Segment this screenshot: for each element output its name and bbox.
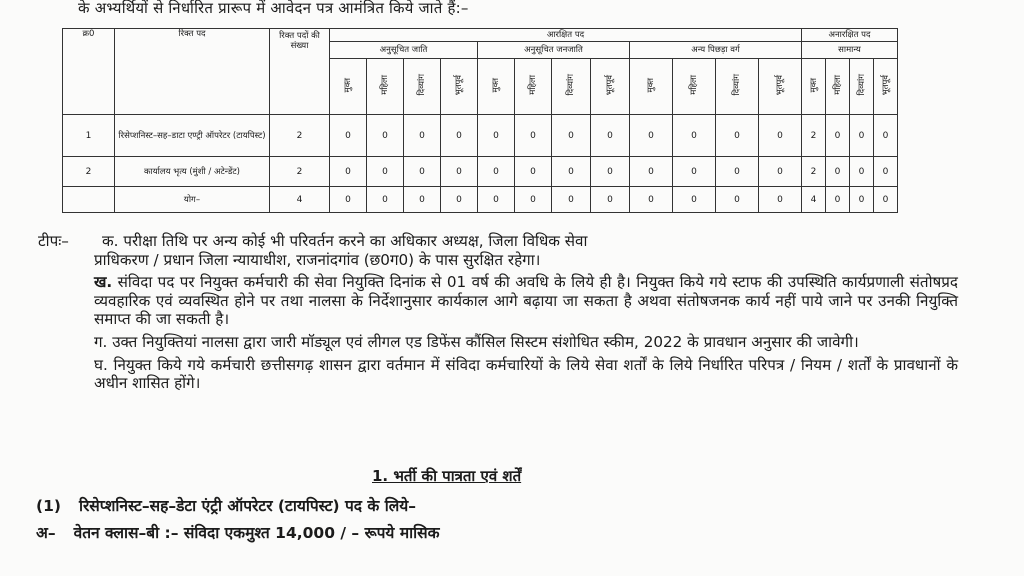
row-value: 0: [515, 115, 552, 157]
row-value: 0: [404, 157, 441, 187]
header-count: रिक्त पदों की संख्या: [270, 29, 330, 115]
sub-women: महिला: [832, 75, 843, 95]
row-value: 0: [630, 187, 673, 213]
sub-ex: भूतपूर्व: [775, 74, 785, 96]
row-value: 0: [826, 115, 850, 157]
table-row: [63, 157, 898, 187]
row-value: 0: [630, 115, 673, 157]
row-value: 0: [515, 157, 552, 187]
sub-disabled: दिव्यांग: [566, 74, 576, 96]
row-value: 0: [552, 187, 591, 213]
notes-section: [38, 232, 958, 393]
pay-scale-line: [36, 521, 440, 543]
row-value: 0: [716, 187, 759, 213]
header-reserved: आरक्षित पद: [330, 29, 802, 42]
row-value: 0: [515, 187, 552, 213]
row-value: 0: [826, 157, 850, 187]
sub-ex: भूतपूर्व: [880, 74, 891, 96]
note-b: [38, 273, 958, 329]
sub-free: मुक्त: [343, 77, 353, 93]
item-1-number: (1): [36, 497, 61, 515]
row-value: 0: [850, 115, 874, 157]
row-value: 0: [716, 115, 759, 157]
header-unreserved: अनारक्षित पद: [802, 29, 898, 42]
row-value: 0: [759, 187, 802, 213]
row-value: 0: [673, 115, 716, 157]
row-value: 0: [441, 157, 478, 187]
row-count: 4: [270, 187, 330, 213]
row-value: 0: [673, 187, 716, 213]
row-post: कार्यालय भृत्य (मुंशी / अटेन्डेंट): [115, 157, 270, 187]
pay-scale-label: अ–: [36, 524, 56, 542]
row-value: 0: [478, 157, 515, 187]
row-value: 0: [441, 187, 478, 213]
vacancy-table: [62, 28, 898, 213]
note-a-line2: प्राधिकरण / प्रधान जिला न्यायाधीश, राजनांदगांव (छ0ग0) के पास सुरक्षित रहेगा।: [94, 250, 541, 269]
row-value: 0: [673, 157, 716, 187]
row-value: 0: [874, 157, 898, 187]
row-value: 0: [591, 115, 630, 157]
row-value: 0: [478, 115, 515, 157]
note-b-label: ख.: [94, 273, 113, 292]
row-value: 0: [591, 187, 630, 213]
sub-ex: भूतपूर्व: [454, 74, 464, 96]
row-value: 0: [874, 115, 898, 157]
sub-disabled: दिव्यांग: [732, 74, 742, 96]
row-value: 2: [802, 115, 826, 157]
row-value: 0: [850, 157, 874, 187]
sub-free: मुक्त: [808, 77, 819, 93]
table-row: [63, 187, 898, 213]
header-sno: क्र0: [63, 29, 115, 115]
sub-disabled: दिव्यांग: [856, 74, 867, 96]
row-value: 0: [630, 157, 673, 187]
row-value: 0: [552, 115, 591, 157]
header-general: सामान्य: [802, 42, 898, 59]
table-row: [63, 115, 898, 157]
row-value: 0: [404, 115, 441, 157]
row-value: 0: [367, 157, 404, 187]
row-value: 4: [802, 187, 826, 213]
sub-women: महिला: [528, 75, 538, 95]
row-value: 0: [874, 187, 898, 213]
sub-women: महिला: [380, 75, 390, 95]
note-c: ग. उक्त नियुक्तियां नालसा द्वारा जारी मॉड्यूल एवं लीगल एड डिफेंस कौंसिल सिस्टम संशोधित स्कीम, 2022 के प्रावधान अनुसार की जावेगी।: [94, 332, 859, 351]
section-heading: 1. भर्ती की पात्रता एवं शर्तें: [372, 467, 522, 485]
eligibility-item-1: [36, 494, 416, 516]
header-sc: अनुसूचित जाति: [330, 42, 478, 59]
row-value: 0: [404, 187, 441, 213]
row-value: 0: [367, 115, 404, 157]
note-a-line1: क. परीक्षा तिथि पर अन्य कोई भी परिवर्तन करने का अधिकार अध्यक्ष, जिला विधिक सेवा: [102, 232, 588, 250]
row-value: 0: [759, 115, 802, 157]
sub-women: महिला: [689, 75, 699, 95]
row-value: 0: [330, 157, 367, 187]
row-value: 0: [759, 157, 802, 187]
note-b-text: संविदा पद पर नियुक्त कर्मचारी की सेवा नियुक्ति दिनांक से 01 वर्ष की अवधि के लिये ही है। नियुक्त किये गये स्टाफ की उपस्थिति कार्यप्रणाली संतोषप्रद व्यवहारिक एवं व्यवस्थित होने पर तथा नालसा के निर्देशानुसार कार्यकाल आगे बढ़ाया जा सकता है अथवा संतोषजनक कार्य नहीं पाये जाने पर उनकी नियुक्ति समाप्त की जा सकती है।: [94, 273, 959, 329]
header-obc: अन्य पिछड़ा वर्ग: [630, 42, 802, 59]
sub-free: मुक्त: [646, 77, 656, 93]
row-value: 2: [802, 157, 826, 187]
row-value: 0: [330, 187, 367, 213]
row-value: 0: [591, 157, 630, 187]
row-sno: 1: [63, 115, 115, 157]
intro-text: के अभ्यर्थियों से निर्धारित प्रारूप में आवेदन पत्र आमंत्रित किये जाते हैं:–: [78, 0, 469, 17]
header-st: अनुसूचित जनजाति: [478, 42, 630, 59]
pay-scale-text: वेतन क्लास–बी :– संविदा एकमुश्त 14,000 / – रूपये मासिक: [73, 524, 440, 542]
row-value: 0: [441, 115, 478, 157]
sub-disabled: दिव्यांग: [417, 74, 427, 96]
header-post: रिक्त पद: [115, 29, 270, 115]
row-sno: 2: [63, 157, 115, 187]
item-1-text: रिसेप्शनिस्ट–सह–डेटा एंट्री ऑपरेटर (टायपिस्ट) पद के लिये–: [78, 497, 416, 515]
row-post: रिसेप्शनिस्ट–सह–डाटा एण्ट्री ऑपरेटर (टायपिस्ट): [115, 115, 270, 157]
row-post: योग–: [115, 187, 270, 213]
notes-lead: टीपः–: [38, 232, 69, 250]
row-value: 0: [850, 187, 874, 213]
row-value: 0: [367, 187, 404, 213]
sub-free: मुक्त: [491, 77, 501, 93]
row-value: 0: [330, 115, 367, 157]
row-sno: [63, 187, 115, 213]
note-d: घ. नियुक्त किये गये कर्मचारी छत्तीसगढ़ शासन द्वारा वर्तमान में संविदा कर्मचारियों के लिये सेवा शर्तों के लिये निर्धारित परिपत्र / नियम / शर्तों के प्रावधानों के अधीन शासित होंगे।: [94, 355, 958, 393]
row-value: 0: [478, 187, 515, 213]
row-value: 0: [826, 187, 850, 213]
sub-ex: भूतपूर्व: [605, 74, 615, 96]
row-value: 0: [716, 157, 759, 187]
row-value: 0: [552, 157, 591, 187]
row-count: 2: [270, 115, 330, 157]
row-count: 2: [270, 157, 330, 187]
